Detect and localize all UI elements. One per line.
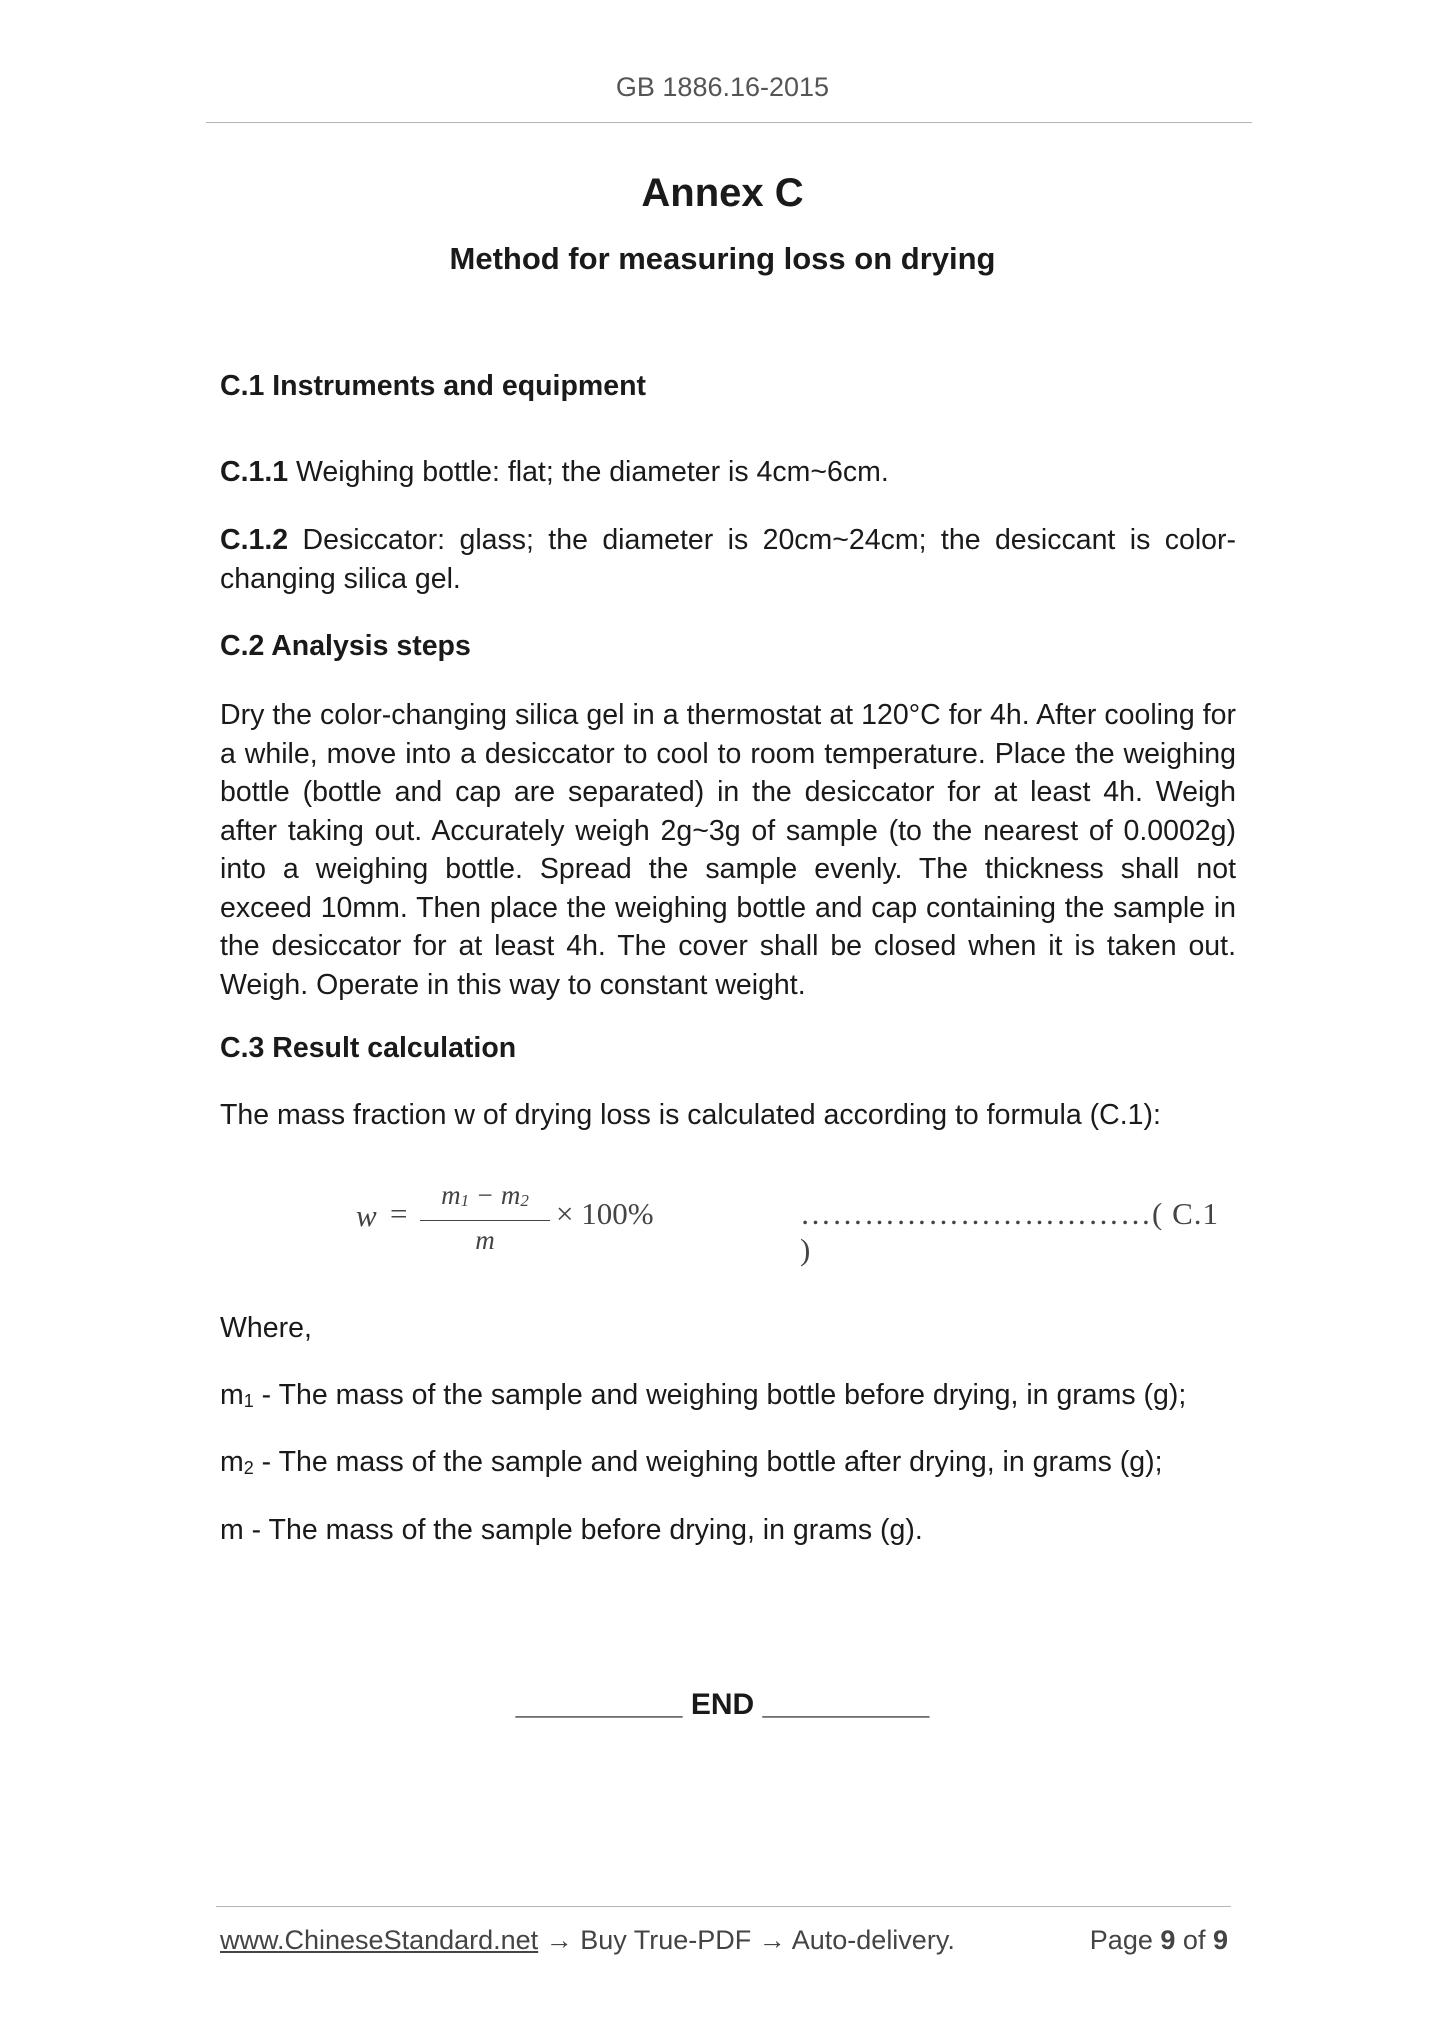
formula-lhs: w (356, 1198, 377, 1233)
subscript-1: 1 (460, 1191, 470, 1210)
section-heading: C.3 Result calculation (220, 1032, 517, 1064)
definition-text: - The mass of the sample before drying, in grams (g). (243, 1514, 923, 1546)
document-id-header: GB 1886.16-2015 (615, 72, 830, 102)
page-indicator (1090, 1925, 1228, 1956)
page-total: 9 (1212, 1925, 1228, 1955)
numerator-m1: m (441, 1180, 461, 1210)
section-heading: C.2 Analysis steps (220, 630, 471, 662)
annex-title: Annex C (641, 171, 804, 215)
section-c2-body (220, 696, 1236, 1004)
page-label: Page (1089, 1925, 1153, 1955)
formula-numerator (420, 1178, 550, 1218)
formula-c1 (350, 1178, 1236, 1267)
footer-promo-text: → Buy True-PDF → Auto-delivery. (538, 1925, 955, 1955)
clause-c11 (220, 453, 1236, 492)
numerator-m2: m (500, 1180, 521, 1210)
end-marker: __________ END __________ (515, 1688, 930, 1721)
footer-divider (216, 1906, 1231, 1907)
definition-m (220, 1511, 1236, 1550)
definition-m1 (220, 1376, 1236, 1421)
symbol-subscript: 2 (243, 1458, 254, 1478)
definition-text: - The mass of the sample and weighing bottle before drying, in grams (g); (253, 1379, 1187, 1411)
clause-c12 (220, 521, 1236, 598)
formula-times-100-percent: × 100% (556, 1196, 654, 1231)
clause-number: C.1.1 (220, 456, 289, 488)
symbol: m (220, 1379, 244, 1411)
clause-text: Desiccator: glass; the diameter is 20cm~24cm; the desiccant is color-changing silica gel. (220, 524, 1236, 595)
clause-number: C.1.2 (220, 524, 289, 556)
formula-equals: = (390, 1196, 408, 1231)
definition-text: - The mass of the sample and weighing bottle after drying, in grams (g); (253, 1446, 1163, 1478)
symbol-subscript: 1 (243, 1391, 254, 1411)
section-c2-heading (220, 627, 1236, 666)
annex-subtitle: Method for measuring loss on drying (449, 241, 996, 276)
analysis-steps-paragraph: Dry the color-changing silica gel in a thermostat at 120°C for 4h. After cooling for a while, move into a desiccator to cool to room temperature. Place the weighing bottle (bottle and cap are separated) in the desiccator for at least 4h. Weigh after taking out. Accurately weigh 2g~3g of sample (to the nearest of 0.0002g) into a weighing bottle. Spread the sample evenly. The thickness shall not exceed 10mm. Then place the weighing bottle and cap containing the sample in the desiccator for at least 4h. The cover shall be closed when it is taken out. Weigh. Operate in this way to constant weight. (220, 699, 1236, 1001)
section-c1-heading (220, 367, 1236, 406)
where-label: Where, (220, 1312, 312, 1344)
symbol: m (220, 1514, 244, 1546)
footer-promo (220, 1925, 955, 1956)
section-c3-intro (220, 1096, 1236, 1135)
page-number: 9 (1160, 1925, 1176, 1955)
where-label-block (220, 1309, 1236, 1348)
fraction-bar (420, 1220, 550, 1221)
formula-reference: ……………………………( C.1 ) (800, 1196, 1219, 1267)
formula-intro: The mass fraction w of drying loss is calculated according to formula (C.1): (220, 1099, 1161, 1131)
subscript-2: 2 (520, 1191, 529, 1210)
formula-fraction (420, 1178, 550, 1257)
header-divider (206, 122, 1252, 123)
chinesestandard-link[interactable]: www.ChineseStandard.net (220, 1925, 539, 1955)
section-c3-heading (220, 1029, 1236, 1068)
formula-denominator: m (475, 1225, 495, 1255)
symbol: m (220, 1446, 244, 1478)
of-label: of (1182, 1925, 1206, 1955)
definition-m2 (220, 1443, 1236, 1488)
minus-sign: − (469, 1180, 501, 1210)
section-heading: C.1 Instruments and equipment (220, 370, 646, 402)
clause-text: Weighing bottle: flat; the diameter is 4cm~6cm. (288, 456, 889, 488)
